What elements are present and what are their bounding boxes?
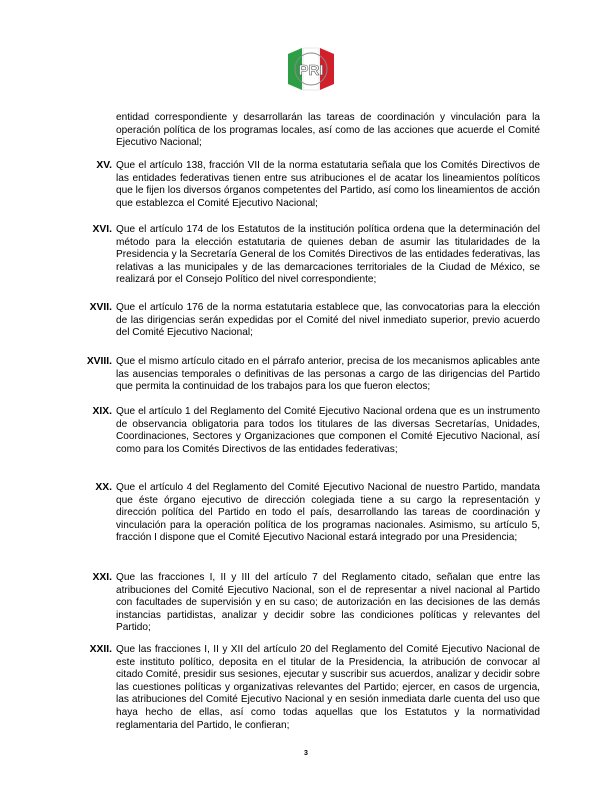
item-number: XV. <box>96 160 112 171</box>
party-logo <box>286 46 336 92</box>
logo-text: PRI <box>298 62 324 79</box>
item-number: XVII. <box>89 302 112 313</box>
item-number: XIX. <box>92 406 112 417</box>
item-text: Que el artículo 138, fracción VII de la norma estatutaria señala que los Comités Directivos de las entidades federativas tienen entre sus atribuciones el de acatar los lineamientos políticos que le fijen los diversos órganos competentes del Partido, así como los lineamientos de acción que establezca el Comité Ejecutivo Nacional; <box>116 160 540 209</box>
item-text: Que el artículo 4 del Reglamento del Comité Ejecutivo Nacional de nuestro Partido, mandata que éste órgano ejecutivo de dirección colegiada tiene a su cargo la representación y dirección política del Partido en todo el país, desarrollando las tareas de coordinación y vinculación para la operación política de los programas nacionales. Asimismo, su artículo 5, fracción I dispone que el Comité Ejecutivo Nacional estará integrado por una Presidencia; <box>116 482 540 544</box>
item-text: Que el artículo 176 de la norma estatutaria establece que, las convocatorias para la elección de las dirigencias serán expedidas por el Comité del nivel inmediato superior, previo acuerdo del Comité Ejecutivo Nacional; <box>116 302 540 339</box>
item-number: XXII. <box>89 644 112 655</box>
item-text: Que las fracciones I, II y III del artículo 7 del Reglamento citado, señalan que entre las atribuciones del Comité Ejecutivo Nacional, son el de representar a nivel nacional al Partido con facultades de supervisión y en su caso; de autorización en las decisiones de las demás instancias partidistas, analizar y decidir sobre las condiciones políticas y relevantes del Partido; <box>116 572 540 634</box>
item-text: Que el mismo artículo citado en el párrafo anterior, precisa de los mecanismos aplicables ante las ausencias temporales o definitivas de las personas a cargo de las dirigencias del Partido que permita la continuidad de los trabajos para los que fueron electos; <box>116 356 540 393</box>
item-number: XX. <box>95 482 112 493</box>
page-number: 3 <box>304 750 308 757</box>
item-text: Que el artículo 174 de los Estatutos de la institución política ordena que la determinación del método para la elección estatutaria de quienes deban de asumir las titularidades de la Presidencia y la Secretaría General de los Comités Directivos de las entidades federativas, las relativas a las municipales y de las demarcaciones territoriales de la Ciudad de México, se realizará por el Consejo Político del nivel correspondiente; <box>116 224 540 286</box>
item-text: Que el artículo 1 del Reglamento del Comité Ejecutivo Nacional ordena que es un instrumento de observancia obligatoria para todos los titulares de las diversas Secretarías, Unidades, Coordinaciones, Sectores y Organizaciones que componen el Comité Ejecutivo Nacional, así como para los Comités Directivos de las entidades federativas; <box>116 406 540 455</box>
item-number: XXI. <box>92 572 112 583</box>
item-number: XVI. <box>92 224 112 235</box>
item-number: XVIII. <box>86 356 112 367</box>
item-text: Que las fracciones I, II y XII del artículo 20 del Reglamento del Comité Ejecutivo Nacional de este instituto político, deposita en el titular de la Presidencia, la atribución de convocar al citado Comité, presidir sus sesiones, ejecutar y suscribir sus acuerdos, analizar y decidir sobre las cuestiones políticas y organizativas relevantes del Partido; ejercer, en casos de urgencia, las atribuciones del Comité Ejecutivo Nacional y en sesión inmediata darle cuenta del uso que haya hecho de ellas, así como todas aquellas que los Estatutos y la normatividad reglamentaria del Partido, le confieran; <box>116 644 540 731</box>
intro-paragraph: entidad correspondiente y desarrollarán las tareas de coordinación y vinculación para la operación política de los programas locales, así como de las acciones que acuerde el Comité Ejecutivo Nacional; <box>116 112 540 149</box>
